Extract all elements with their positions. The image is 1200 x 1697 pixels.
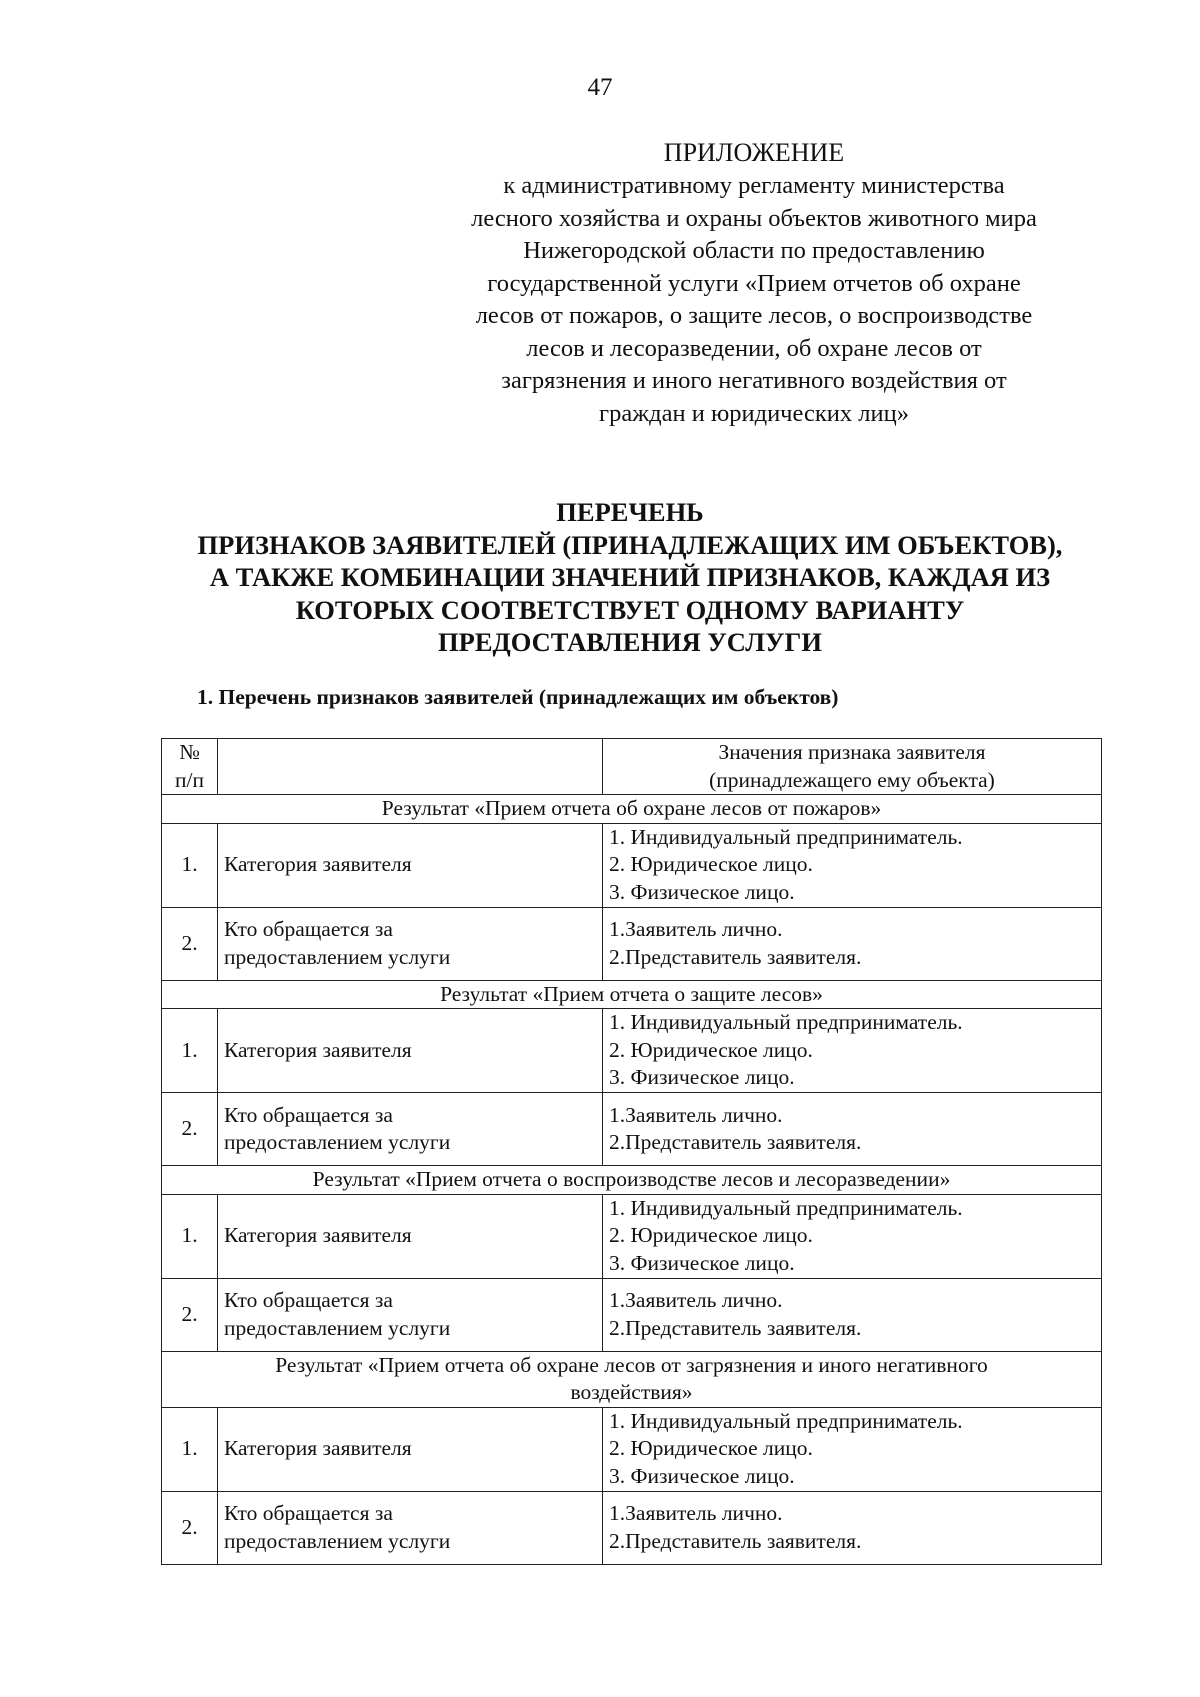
sign-line: Кто обращается за bbox=[224, 1102, 393, 1127]
value-item: 1. Индивидуальный предприниматель. bbox=[609, 1195, 963, 1220]
value-item: 2.Представитель заявителя. bbox=[609, 1528, 862, 1553]
value-item: 2. Юридическое лицо. bbox=[609, 1037, 813, 1062]
row-number: 1. bbox=[162, 1009, 218, 1093]
sign-line: предоставлением услуги bbox=[224, 944, 451, 969]
appendix-line: лесов от пожаров, о защите лесов, о воспроизводстве bbox=[475, 302, 1033, 329]
values-cell bbox=[603, 1093, 1102, 1166]
section-heading: 1. Перечень признаков заявителей (принадлежащих им объектов) bbox=[197, 685, 839, 709]
header-number-symbol: № bbox=[179, 740, 200, 764]
values-cell bbox=[603, 1009, 1102, 1093]
sign-cell: Категория заявителя bbox=[218, 1407, 603, 1491]
result-line: воздействия» bbox=[570, 1380, 693, 1404]
sign-line: Кто обращается за bbox=[224, 1501, 393, 1525]
value-item: 2.Представитель заявителя. bbox=[609, 1315, 862, 1340]
values-cell bbox=[603, 907, 1102, 980]
table-row bbox=[162, 823, 1102, 907]
header-number-cell bbox=[162, 739, 218, 795]
appendix-line: Нижегородской области по предоставлению bbox=[523, 237, 985, 264]
result-cell: Результат «Прием отчета об охране лесов от пожаров» bbox=[162, 795, 1102, 824]
value-item: 2.Представитель заявителя. bbox=[609, 944, 862, 969]
result-cell: Результат «Прием отчета о защите лесов» bbox=[162, 980, 1102, 1009]
table-header-row bbox=[162, 739, 1102, 795]
table-row bbox=[162, 907, 1102, 980]
result-line: Результат «Прием отчета об охране лесов от загрязнения и иного негативного bbox=[275, 1352, 988, 1377]
result-row bbox=[162, 980, 1102, 1009]
table-row bbox=[162, 1491, 1102, 1564]
document-title-line: А ТАКЖЕ КОМБИНАЦИИ ЗНАЧЕНИЙ ПРИЗНАКОВ, КАЖДАЯ ИЗ bbox=[209, 562, 1051, 592]
result-row bbox=[162, 795, 1102, 824]
document-title-line: ПРЕДОСТАВЛЕНИЯ УСЛУГИ bbox=[438, 627, 822, 657]
row-number: 2. bbox=[162, 1093, 218, 1166]
sign-cell: Категория заявителя bbox=[218, 1009, 603, 1093]
sign-cell bbox=[218, 907, 603, 980]
sign-line: предоставлением услуги bbox=[224, 1315, 451, 1340]
value-item: 1.Заявитель лично. bbox=[609, 1288, 783, 1312]
header-value-cell bbox=[603, 739, 1102, 795]
value-item: 1.Заявитель лично. bbox=[609, 1501, 783, 1525]
result-row bbox=[162, 1351, 1102, 1407]
signs-table bbox=[161, 738, 1102, 1565]
sign-cell: Категория заявителя bbox=[218, 1194, 603, 1278]
appendix-line: лесного хозяйства и охраны объектов животного мира bbox=[471, 204, 1037, 232]
appendix-line: граждан и юридических лиц» bbox=[599, 399, 909, 427]
sign-cell: Категория заявителя bbox=[218, 823, 603, 907]
value-item: 3. Физическое лицо. bbox=[609, 1250, 795, 1275]
result-cell bbox=[162, 1351, 1102, 1407]
value-item: 1. Индивидуальный предприниматель. bbox=[609, 1408, 963, 1433]
table-row bbox=[162, 1407, 1102, 1491]
appendix-line: лесов и лесоразведении, об охране лесов от bbox=[526, 334, 982, 362]
appendix-line: к административному регламенту министерства bbox=[503, 172, 1005, 199]
appendix-line: загрязнения и иного негативного воздействия от bbox=[501, 367, 1007, 394]
header-sign-cell bbox=[218, 739, 603, 795]
row-number: 2. bbox=[162, 1491, 218, 1564]
header-value-line: (принадлежащего ему объекта) bbox=[709, 767, 995, 792]
document-title bbox=[120, 496, 1140, 659]
document-title-line: КОТОРЫХ СООТВЕТСТВУЕТ ОДНОМУ ВАРИАНТУ bbox=[295, 594, 965, 625]
value-item: 2. Юридическое лицо. bbox=[609, 852, 813, 877]
row-number: 2. bbox=[162, 907, 218, 980]
value-item: 2. Юридическое лицо. bbox=[609, 1223, 813, 1248]
row-number: 1. bbox=[162, 1407, 218, 1491]
page-number: 47 bbox=[587, 74, 613, 101]
sign-line: предоставлением услуги bbox=[224, 1528, 451, 1553]
values-cell bbox=[603, 1491, 1102, 1564]
values-cell bbox=[603, 1194, 1102, 1278]
value-item: 3. Физическое лицо. bbox=[609, 1065, 795, 1090]
header-number-abbr: п/п bbox=[175, 767, 204, 792]
value-item: 3. Физическое лицо. bbox=[609, 1463, 795, 1488]
value-item: 3. Физическое лицо. bbox=[609, 879, 795, 904]
value-item: 2. Юридическое лицо. bbox=[609, 1436, 813, 1461]
value-item: 1.Заявитель лично. bbox=[609, 1102, 783, 1127]
value-item: 1.Заявитель лично. bbox=[609, 917, 783, 941]
values-cell bbox=[603, 823, 1102, 907]
document-title-line: ПЕРЕЧЕНЬ bbox=[556, 497, 704, 527]
value-item: 1. Индивидуальный предприниматель. bbox=[609, 1010, 963, 1035]
value-item: 2.Представитель заявителя. bbox=[609, 1130, 862, 1154]
table-row bbox=[162, 1093, 1102, 1166]
appendix-line: государственной услуги «Прием отчетов об охране bbox=[487, 269, 1021, 297]
appendix-title: ПРИЛОЖЕНИЕ bbox=[663, 138, 845, 167]
result-cell: Результат «Прием отчета о воспроизводстве лесов и лесоразведении» bbox=[162, 1166, 1102, 1195]
sign-line: предоставлением услуги bbox=[224, 1130, 451, 1154]
header-value-line: Значения признака заявителя bbox=[718, 740, 986, 764]
sign-cell bbox=[218, 1491, 603, 1564]
table-row bbox=[162, 1009, 1102, 1093]
sign-line: Кто обращается за bbox=[224, 1288, 393, 1312]
sign-line: Кто обращается за bbox=[224, 917, 393, 941]
row-number: 1. bbox=[162, 823, 218, 907]
sign-cell bbox=[218, 1093, 603, 1166]
row-number: 2. bbox=[162, 1278, 218, 1351]
document-title-line: ПРИЗНАКОВ ЗАЯВИТЕЛЕЙ (ПРИНАДЛЕЖАЩИХ ИМ ОБЪЕКТОВ), bbox=[197, 529, 1063, 560]
values-cell bbox=[603, 1407, 1102, 1491]
values-cell bbox=[603, 1278, 1102, 1351]
result-row bbox=[162, 1166, 1102, 1195]
row-number: 1. bbox=[162, 1194, 218, 1278]
sign-cell bbox=[218, 1278, 603, 1351]
table-row bbox=[162, 1278, 1102, 1351]
table-row bbox=[162, 1194, 1102, 1278]
appendix-block bbox=[448, 136, 1060, 430]
value-item: 1. Индивидуальный предприниматель. bbox=[609, 824, 963, 849]
